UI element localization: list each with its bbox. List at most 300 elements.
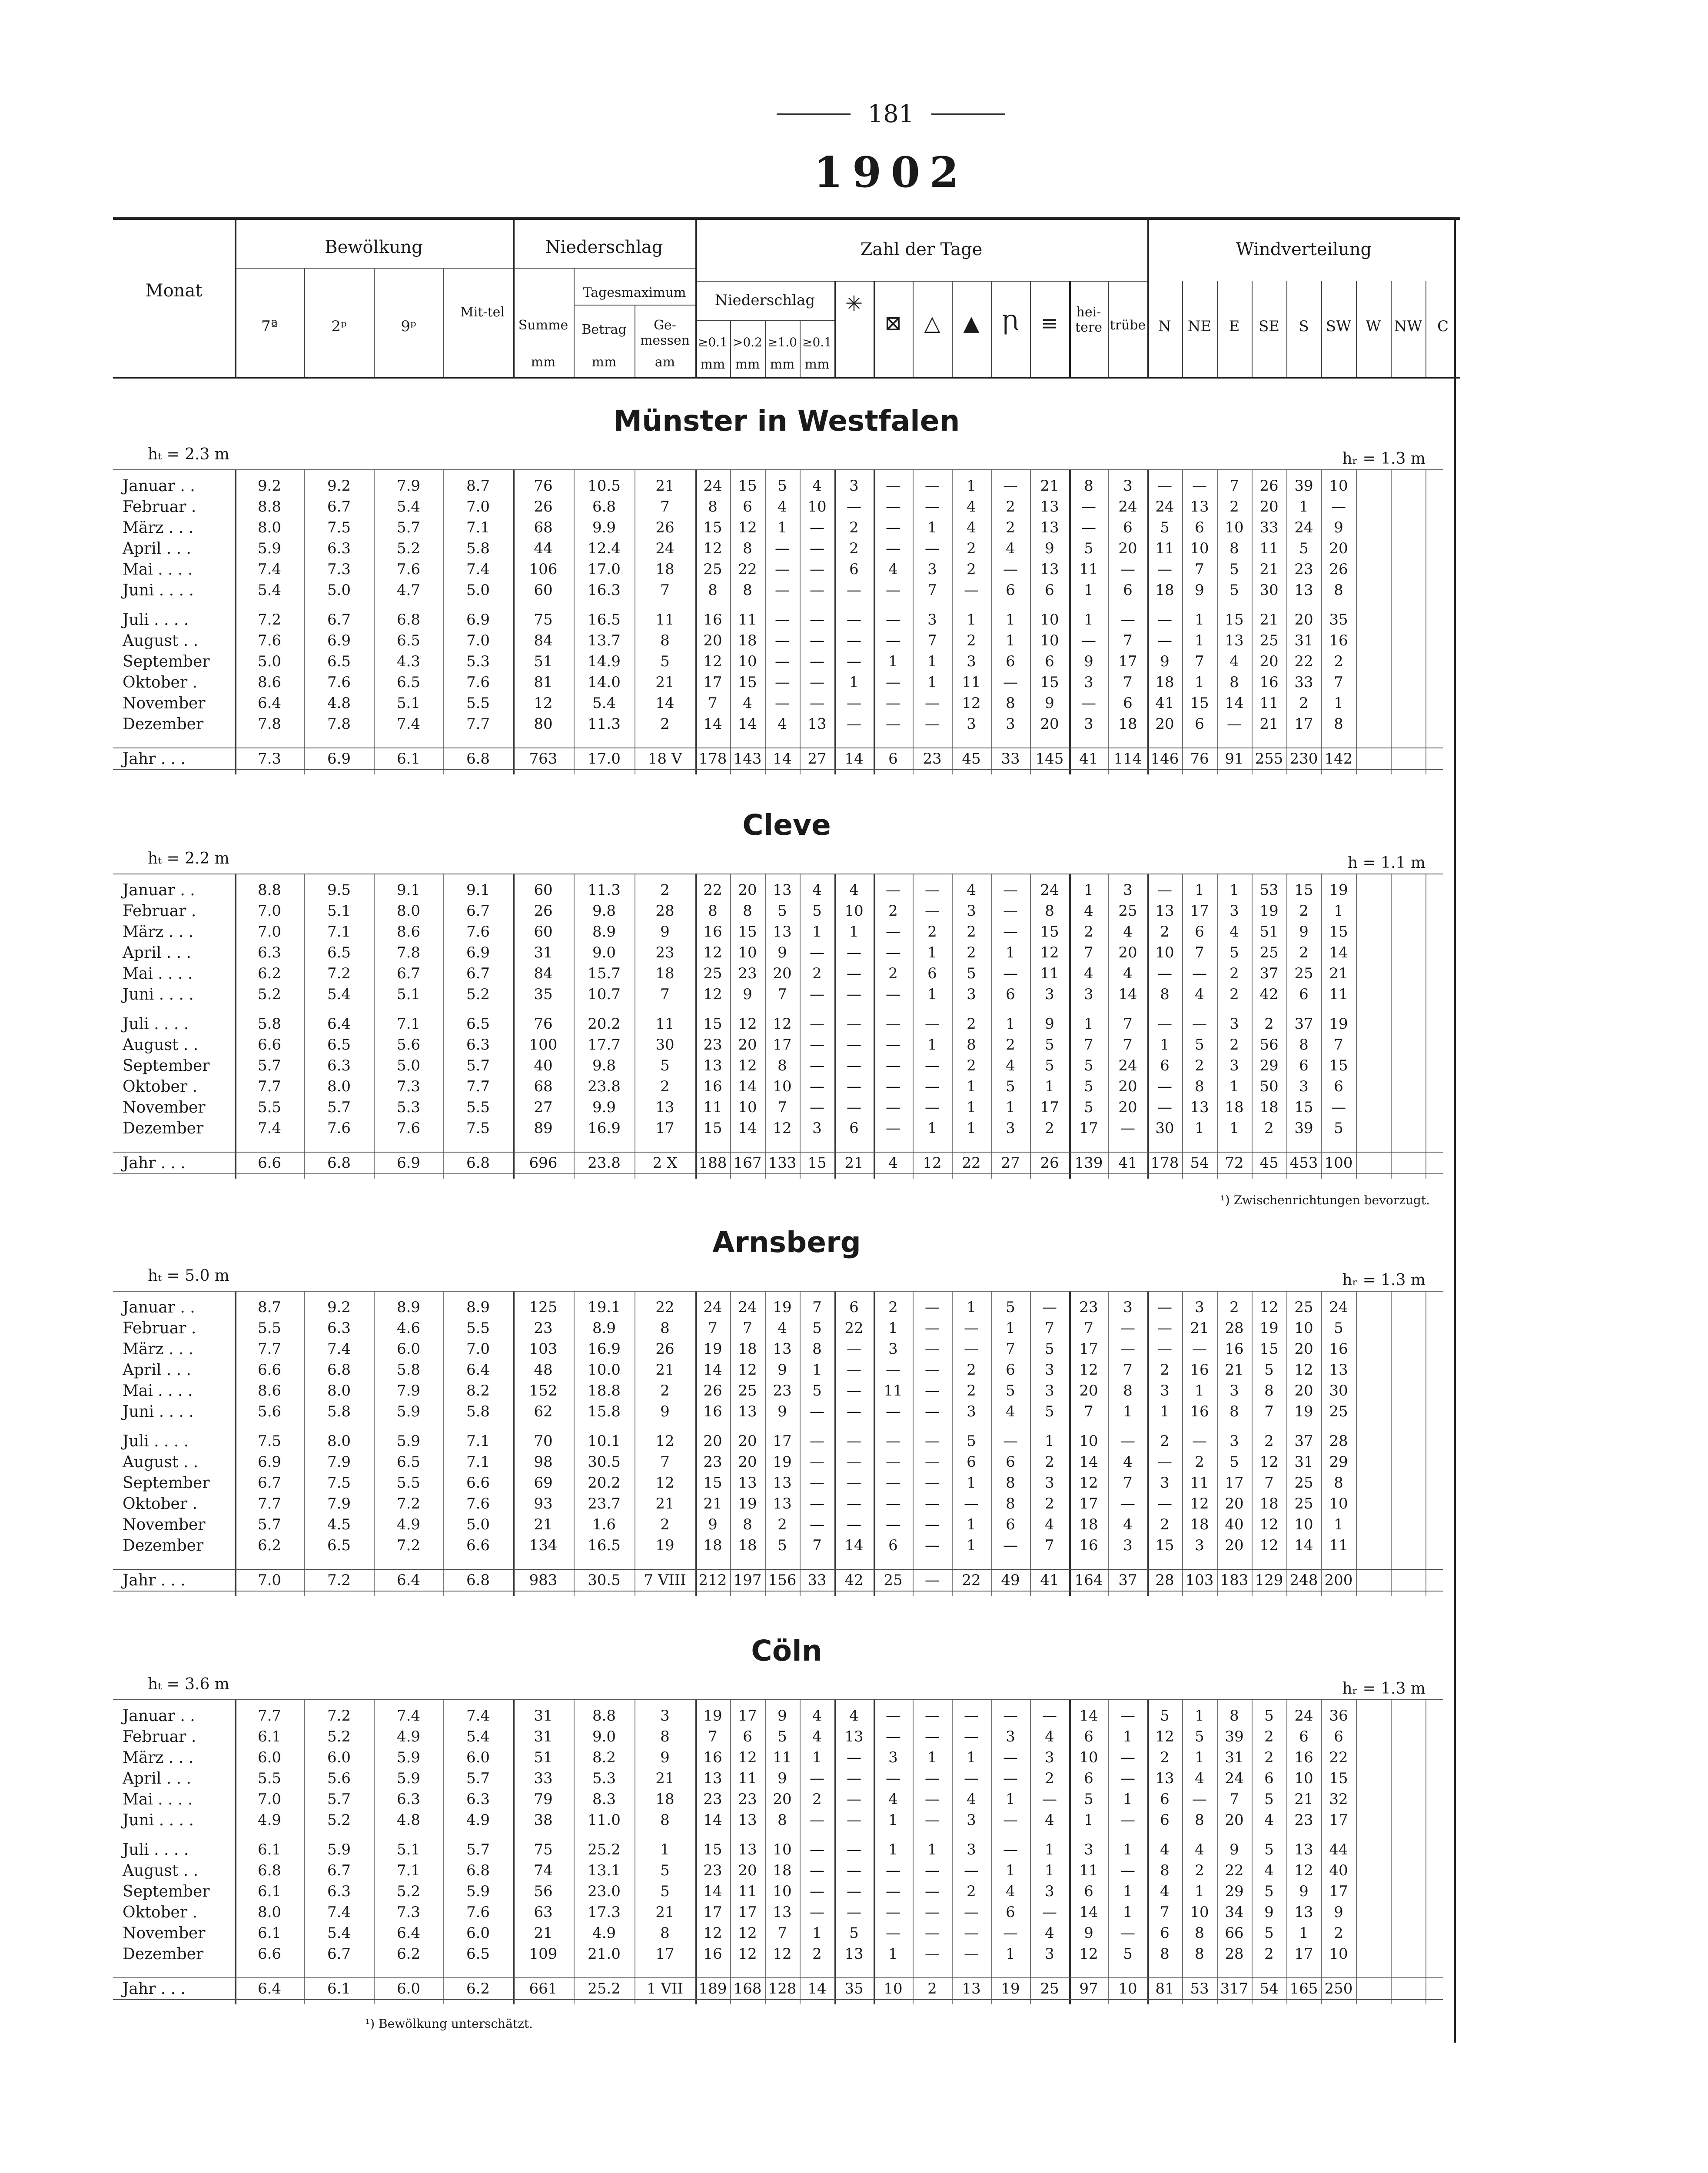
- header-wind-c: C: [1437, 318, 1449, 335]
- table-cell: 3: [888, 1749, 898, 1766]
- table-cell: 8: [743, 581, 752, 599]
- table-cell: 7: [1195, 561, 1204, 578]
- table-cell: 12: [1259, 1453, 1279, 1471]
- header-threshold-4: ≥0.1: [802, 335, 832, 349]
- table-cell: 9.2: [327, 1299, 351, 1316]
- table-row: [113, 672, 1443, 693]
- table-cell: 13: [1155, 1770, 1174, 1787]
- table-cell: —: [1120, 1340, 1135, 1358]
- table-cell: —: [886, 923, 901, 940]
- table-cell: 7.4: [257, 561, 282, 578]
- table-cell: 42: [844, 1572, 864, 1589]
- table-cell: 13: [1190, 1099, 1209, 1116]
- table-cell: —: [925, 1099, 940, 1116]
- table-cell: —: [925, 477, 940, 495]
- table-cell: 5.5: [466, 1319, 490, 1337]
- table-cell: 15: [703, 1120, 722, 1137]
- table-row: [113, 942, 1443, 963]
- table-cell: 4: [1006, 1403, 1015, 1420]
- station-hr: hᵣ = 1.3 m: [1342, 450, 1426, 468]
- table-cell: 5: [1006, 1382, 1015, 1399]
- table-cell: —: [964, 581, 979, 599]
- table-cell: 25: [1294, 965, 1313, 982]
- table-cell: 4: [1123, 1516, 1133, 1533]
- table-cell: 17: [773, 1036, 792, 1053]
- table-cell: 8: [1160, 986, 1170, 1003]
- table-cell: 9.1: [396, 881, 421, 899]
- year-total-row: [113, 1977, 1443, 2000]
- table-cell: 76: [534, 477, 553, 495]
- station-ht: hₜ = 2.3 m: [148, 445, 229, 463]
- table-cell: 13: [738, 1811, 757, 1829]
- table-cell: 14.0: [588, 674, 621, 691]
- table-cell: —: [886, 1099, 901, 1116]
- table-cell: 24: [1155, 498, 1174, 515]
- table-cell: 13: [1225, 632, 1244, 649]
- table-cell: 16: [1329, 632, 1348, 649]
- table-cell: —: [1192, 965, 1207, 982]
- hail-icon: ⊠: [884, 311, 902, 336]
- table-cell: 17.0: [588, 750, 621, 768]
- table-cell: 8: [660, 1319, 670, 1337]
- table-cell: —: [964, 1495, 979, 1512]
- table-cell: 18: [703, 1537, 722, 1554]
- table-cell: 6.6: [257, 1154, 282, 1172]
- table-row: [113, 880, 1443, 900]
- table-cell: 1: [1006, 611, 1015, 628]
- table-row: [113, 1097, 1443, 1118]
- table-cell: 6.9: [466, 944, 490, 961]
- table-cell: 1: [1229, 1078, 1239, 1095]
- table-cell: —: [925, 498, 940, 515]
- table-cell: 7.8: [327, 715, 351, 733]
- table-cell: 17: [738, 1904, 757, 1921]
- table-cell: 12: [703, 986, 722, 1003]
- table-cell: 12: [1259, 1516, 1279, 1533]
- table-cell: 15: [703, 1015, 722, 1033]
- table-cell: 3: [967, 1811, 976, 1829]
- table-cell: 4: [888, 1154, 898, 1172]
- table-cell: —: [1157, 1099, 1172, 1116]
- table-cell: 9: [1195, 581, 1204, 599]
- table-cell: 5.2: [396, 1883, 421, 1900]
- table-cell: 12: [773, 1015, 792, 1033]
- table-cell: 20: [738, 1862, 757, 1879]
- table-cell: 3: [812, 1120, 822, 1137]
- table-cell: 6.6: [257, 1036, 282, 1053]
- table-cell: 5.7: [257, 1057, 282, 1074]
- table-cell: 36: [1329, 1707, 1348, 1724]
- table-cell: 30.5: [588, 1453, 621, 1471]
- table-cell: 5: [1160, 1707, 1170, 1724]
- table-cell: —: [1120, 561, 1135, 578]
- table-cell: 7.6: [466, 1495, 490, 1512]
- table-cell: 1: [888, 1811, 898, 1829]
- table-cell: 6: [1195, 715, 1204, 733]
- table-cell: 45: [1259, 1154, 1279, 1172]
- table-cell: 16: [1190, 1403, 1209, 1420]
- table-cell: 11: [1079, 561, 1098, 578]
- table-cell: 13.1: [588, 1862, 621, 1879]
- table-cell: 23: [1079, 1299, 1098, 1316]
- row-label-month: Februar .: [123, 1728, 196, 1746]
- table-cell: 15: [1294, 881, 1313, 899]
- table-cell: 6.7: [396, 965, 421, 982]
- table-cell: 10: [738, 653, 757, 670]
- table-cell: 22: [1225, 1862, 1244, 1879]
- row-label-month: September: [123, 1474, 210, 1492]
- table-cell: 13: [807, 715, 827, 733]
- table-cell: 5: [1045, 1036, 1054, 1053]
- table-cell: 1: [967, 1120, 976, 1137]
- table-cell: 5: [1160, 519, 1170, 536]
- table-cell: 2: [1195, 1862, 1204, 1879]
- table-cell: 4: [1160, 1883, 1170, 1900]
- table-cell: 2: [888, 902, 898, 920]
- table-cell: —: [886, 944, 901, 961]
- table-cell: 6.5: [327, 944, 351, 961]
- table-cell: 14: [1329, 944, 1348, 961]
- table-cell: —: [810, 1904, 824, 1921]
- table-cell: 5: [1123, 1945, 1133, 1963]
- table-cell: 5: [1229, 944, 1239, 961]
- table-cell: —: [1157, 1453, 1172, 1471]
- table-cell: 6: [1195, 519, 1204, 536]
- table-cell: 98: [534, 1453, 553, 1471]
- table-cell: 14: [1079, 1453, 1098, 1471]
- table-cell: 15: [703, 519, 722, 536]
- table-cell: 27: [807, 750, 827, 768]
- table-cell: 8.9: [592, 923, 616, 940]
- table-cell: 10.5: [588, 477, 621, 495]
- table-cell: 8.7: [466, 477, 490, 495]
- table-cell: 7.6: [327, 674, 351, 691]
- table-row: [113, 1768, 1443, 1789]
- table-cell: 3: [1229, 1382, 1239, 1399]
- table-cell: 6.5: [327, 653, 351, 670]
- table-cell: 19: [773, 1299, 792, 1316]
- table-cell: —: [847, 498, 861, 515]
- table-cell: 9: [660, 923, 670, 940]
- table-cell: —: [925, 902, 940, 920]
- table-cell: —: [886, 1432, 901, 1450]
- header-tagesmaximum: Tagesmaximum: [583, 285, 686, 300]
- table-cell: —: [1081, 519, 1096, 536]
- table-cell: 3: [1084, 715, 1093, 733]
- table-cell: 6.6: [257, 1945, 282, 1963]
- table-cell: 13: [962, 1980, 981, 1997]
- row-label-month: April . . .: [123, 1770, 191, 1788]
- table-cell: 9: [778, 1707, 787, 1724]
- table-cell: 4: [967, 881, 976, 899]
- table-cell: 2: [1229, 1036, 1239, 1053]
- table-cell: 7.5: [327, 1474, 351, 1492]
- table-cell: 164: [1074, 1572, 1103, 1589]
- table-cell: 5.9: [396, 1770, 421, 1787]
- table-cell: —: [810, 1770, 824, 1787]
- table-cell: 22: [1329, 1749, 1348, 1766]
- table-cell: 13: [1040, 498, 1059, 515]
- table-cell: 2: [1160, 1432, 1170, 1450]
- table-cell: 31: [1294, 1453, 1313, 1471]
- table-cell: 6.9: [466, 611, 490, 628]
- row-label-month: April . . .: [123, 944, 191, 962]
- table-cell: 168: [733, 1980, 762, 1997]
- table-cell: 188: [698, 1154, 727, 1172]
- table-cell: 26: [534, 498, 553, 515]
- table-cell: 6: [1006, 653, 1015, 670]
- table-cell: 2: [1006, 1036, 1015, 1053]
- table-cell: 1: [1160, 1036, 1170, 1053]
- table-cell: —: [1192, 1340, 1207, 1358]
- table-cell: 56: [534, 1883, 553, 1900]
- table-cell: 12: [1040, 944, 1059, 961]
- table-cell: 4: [1084, 902, 1093, 920]
- table-cell: 15: [1329, 1770, 1348, 1787]
- table-cell: —: [847, 694, 861, 712]
- row-label-month: Juli . . . .: [123, 1015, 189, 1033]
- table-cell: 5.0: [466, 1516, 490, 1533]
- table-cell: 6.2: [396, 1945, 421, 1963]
- table-cell: 20: [1225, 1537, 1244, 1554]
- table-cell: 16: [1190, 1361, 1209, 1379]
- table-cell: 24: [1118, 1057, 1137, 1074]
- table-cell: 15: [738, 923, 757, 940]
- table-row: [113, 1789, 1443, 1810]
- table-cell: 6.1: [396, 750, 421, 768]
- table-cell: 146: [1150, 750, 1179, 768]
- table-cell: 11.3: [588, 715, 621, 733]
- table-cell: 3: [849, 477, 859, 495]
- table-cell: 1: [1045, 1078, 1054, 1095]
- table-cell: 4.9: [592, 1924, 616, 1942]
- table-cell: —: [886, 1904, 901, 1921]
- table-cell: 17: [773, 1432, 792, 1450]
- table-cell: 17: [1190, 902, 1209, 920]
- station-title: Cleve: [742, 808, 831, 842]
- table-cell: 5: [967, 1432, 976, 1450]
- header-summe: Summe: [518, 318, 568, 333]
- table-cell: 1: [927, 674, 937, 691]
- table-cell: —: [847, 1361, 861, 1379]
- table-cell: 13.7: [588, 632, 621, 649]
- table-cell: —: [886, 986, 901, 1003]
- table-cell: 6.7: [327, 611, 351, 628]
- table-cell: 8: [1334, 715, 1343, 733]
- table-cell: 5.6: [327, 1770, 351, 1787]
- table-cell: 14: [844, 750, 864, 768]
- table-cell: 1: [888, 1319, 898, 1337]
- table-cell: 4.9: [396, 1516, 421, 1533]
- table-cell: 10: [738, 944, 757, 961]
- table-cell: —: [1120, 611, 1135, 628]
- table-cell: 25: [1118, 902, 1137, 920]
- table-cell: 15: [1259, 1340, 1279, 1358]
- table-cell: 2 X: [652, 1154, 678, 1172]
- table-cell: 51: [534, 653, 553, 670]
- table-cell: 10: [773, 1841, 792, 1858]
- table-cell: 11: [1259, 540, 1279, 557]
- table-cell: 19: [1259, 902, 1279, 920]
- table-cell: 4: [778, 715, 787, 733]
- table-cell: 6.6: [466, 1537, 490, 1554]
- table-row: [113, 1076, 1443, 1097]
- table-cell: 1: [1006, 632, 1015, 649]
- table-cell: 1: [1006, 1791, 1015, 1808]
- table-cell: 2: [1299, 944, 1309, 961]
- table-cell: 2: [778, 1516, 787, 1533]
- table-cell: —: [847, 1811, 861, 1829]
- table-cell: 45: [962, 750, 981, 768]
- row-label-month: November: [123, 1516, 206, 1534]
- table-cell: 1: [1299, 498, 1309, 515]
- table-cell: 8.8: [592, 1707, 616, 1724]
- table-cell: 7.5: [327, 519, 351, 536]
- table-cell: 14: [844, 1537, 864, 1554]
- table-cell: —: [1192, 477, 1207, 495]
- table-cell: 15: [1294, 1099, 1313, 1116]
- table-cell: 20: [1079, 1382, 1098, 1399]
- row-label-month: März . . .: [123, 923, 194, 941]
- table-cell: 1: [1195, 1382, 1204, 1399]
- table-cell: 18: [738, 632, 757, 649]
- table-cell: 18: [1190, 1516, 1209, 1533]
- table-cell: —: [925, 1432, 940, 1450]
- table-cell: —: [847, 1036, 861, 1053]
- table-cell: —: [847, 653, 861, 670]
- table-cell: 37: [1259, 965, 1279, 982]
- table-cell: 2: [1006, 498, 1015, 515]
- table-cell: 8: [1123, 1382, 1133, 1399]
- table-cell: 1: [1084, 1015, 1093, 1033]
- table-cell: —: [810, 632, 824, 649]
- table-cell: 1: [1195, 632, 1204, 649]
- table-cell: —: [925, 1862, 940, 1879]
- table-cell: 6.3: [257, 944, 282, 961]
- table-cell: 7: [1123, 632, 1133, 649]
- table-cell: 9.5: [327, 881, 351, 899]
- footnote-cleve: ¹) Zwischenrichtungen bevorzugt.: [1220, 1193, 1430, 1207]
- table-cell: 10.0: [588, 1361, 621, 1379]
- table-cell: —: [925, 881, 940, 899]
- table-cell: —: [847, 1749, 861, 1766]
- table-cell: 19: [1259, 1319, 1279, 1337]
- station-muenster: [113, 404, 1460, 787]
- table-cell: 1: [927, 1841, 937, 1858]
- table-cell: 8: [708, 902, 718, 920]
- table-cell: 16.5: [588, 1537, 621, 1554]
- table-cell: 25: [1294, 1299, 1313, 1316]
- table-cell: 133: [768, 1154, 797, 1172]
- table-cell: 7: [778, 986, 787, 1003]
- table-cell: 21: [655, 1770, 675, 1787]
- table-cell: 2: [1045, 1453, 1054, 1471]
- table-cell: 2: [1264, 1432, 1274, 1450]
- table-cell: 5: [812, 1319, 822, 1337]
- table-cell: —: [847, 1495, 861, 1512]
- table-cell: 2: [1045, 1120, 1054, 1137]
- table-cell: 18: [738, 1340, 757, 1358]
- table-cell: 19: [703, 1707, 722, 1724]
- table-cell: 7: [1334, 1036, 1343, 1053]
- table-cell: 27: [1001, 1154, 1020, 1172]
- table-cell: 21: [655, 674, 675, 691]
- table-cell: 16.3: [588, 581, 621, 599]
- table-cell: 17: [1329, 1811, 1348, 1829]
- table-cell: —: [810, 694, 824, 712]
- table-cell: —: [1003, 1811, 1018, 1829]
- table-cell: 6.7: [327, 1945, 351, 1963]
- table-cell: 37: [1294, 1432, 1313, 1450]
- table-cell: 3: [1160, 1474, 1170, 1492]
- table-cell: 1: [967, 1099, 976, 1116]
- table-cell: 11: [1329, 1537, 1348, 1554]
- table-cell: 5.8: [327, 1403, 351, 1420]
- table-cell: 6: [1123, 519, 1133, 536]
- header-threshold-3: ≥1.0: [768, 335, 797, 349]
- table-row: [113, 1726, 1443, 1747]
- table-cell: 79: [534, 1791, 553, 1808]
- table-cell: 30: [1329, 1382, 1348, 1399]
- table-cell: 2: [1006, 519, 1015, 536]
- table-cell: 10: [844, 902, 864, 920]
- table-cell: 4: [812, 477, 822, 495]
- table-cell: 5: [660, 1057, 670, 1074]
- table-cell: 7.4: [257, 1120, 282, 1137]
- table-cell: 7: [660, 498, 670, 515]
- table-cell: 3: [967, 1403, 976, 1420]
- table-cell: 14: [1079, 1904, 1098, 1921]
- table-cell: —: [925, 1474, 940, 1492]
- table-cell: 7.9: [396, 477, 421, 495]
- table-cell: 21: [844, 1154, 864, 1172]
- table-cell: 16: [703, 923, 722, 940]
- table-cell: —: [1120, 1495, 1135, 1512]
- table-cell: 2: [967, 1057, 976, 1074]
- table-cell: —: [1120, 1924, 1135, 1942]
- table-cell: 5: [1264, 1791, 1274, 1808]
- table-cell: 3: [1195, 1299, 1204, 1316]
- table-cell: —: [847, 1770, 861, 1787]
- table-cell: 15: [1190, 694, 1209, 712]
- table-cell: 5.4: [396, 498, 421, 515]
- header-bew-2p: 2ᵖ: [331, 318, 347, 335]
- table-cell: 1: [1229, 881, 1239, 899]
- table-row: [113, 1452, 1443, 1472]
- table-cell: 1: [1006, 1862, 1015, 1879]
- table-cell: 13: [773, 1904, 792, 1921]
- table-cell: 6: [1334, 1728, 1343, 1745]
- table-cell: 1: [1195, 1707, 1204, 1724]
- table-cell: —: [810, 561, 824, 578]
- table-cell: 12: [923, 1154, 942, 1172]
- table-cell: 5.0: [257, 653, 282, 670]
- table-cell: 23: [703, 1862, 722, 1879]
- table-cell: 12: [1079, 1361, 1098, 1379]
- table-cell: —: [847, 1340, 861, 1358]
- table-cell: 33: [534, 1770, 553, 1787]
- table-cell: 1: [927, 1036, 937, 1053]
- table-cell: 6.3: [327, 1057, 351, 1074]
- table-cell: —: [847, 1099, 861, 1116]
- table-cell: 5.3: [396, 1099, 421, 1116]
- table-cell: 2: [1264, 1120, 1274, 1137]
- table-cell: 4.3: [396, 653, 421, 670]
- row-label-jahr: Jahr . . .: [123, 750, 186, 768]
- table-row: [113, 475, 1443, 496]
- table-cell: 255: [1255, 750, 1283, 768]
- table-cell: 20: [738, 881, 757, 899]
